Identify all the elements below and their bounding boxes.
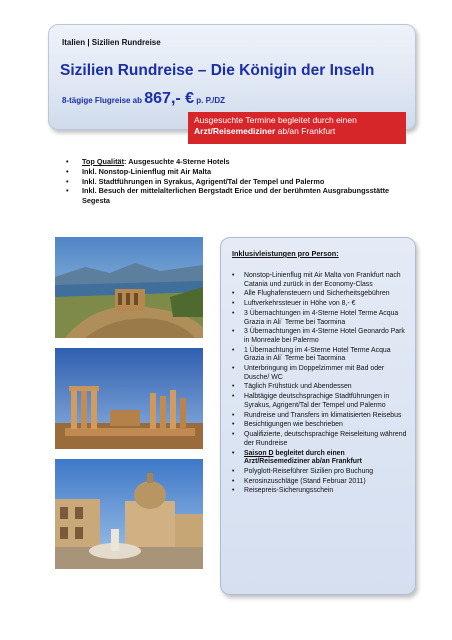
inclusions-list — [232, 272, 408, 497]
inclusion-text: Nonstop-Linienflug mit Air Malta von Frankfurt nach Catania und zurück in der Economy-Class — [244, 272, 401, 288]
bullet: • — [232, 393, 235, 401]
list-item — [232, 450, 408, 467]
list-item — [232, 468, 408, 477]
bullet: • — [232, 383, 235, 391]
list-item — [232, 478, 408, 487]
list-item — [66, 167, 396, 177]
highlights-list — [66, 157, 396, 206]
banner-line-1: Ausgesuchte Termine begleitet durch einen — [194, 115, 357, 125]
highlight-underlined: Top Qualität — [82, 157, 125, 166]
inclusion-text: 3 Übernachtungen im 4-Sterne Hotel Geonardo Park in Monreale bei Palermo — [244, 328, 405, 344]
bullet: • — [232, 487, 235, 495]
inclusion-text: Halbtägige deutschsprachige Stadtführungen in Syrakus, Agrigent/Tal der Tempel und Palermo — [244, 393, 390, 409]
list-item — [232, 383, 408, 392]
ancient-theatre-photo — [55, 237, 203, 338]
price-suffix: p. P./DZ — [194, 96, 226, 105]
list-item — [66, 157, 396, 167]
inclusion-text: Besichtigungen wie beschrieben — [244, 421, 343, 429]
bullet: • — [232, 477, 235, 485]
doctor-escort-banner — [188, 112, 406, 144]
bullet: • — [232, 449, 235, 457]
list-item — [232, 487, 408, 496]
bullet: • — [66, 157, 69, 166]
season-label: Saison D — [244, 449, 274, 457]
inclusion-text: Unterbringung im Doppelzimmer mit Bad oder Dusche/ WC — [244, 365, 385, 381]
list-item — [232, 421, 408, 430]
list-item — [232, 365, 408, 382]
bullet: • — [232, 309, 235, 317]
list-item — [232, 347, 408, 364]
list-item — [232, 290, 408, 299]
list-item — [232, 300, 408, 309]
price-prefix: 8-tägige Flugreise ab — [62, 96, 145, 105]
inclusions-title: Inklusivleistungen pro Person: — [232, 249, 339, 258]
inclusion-text: Reisepreis-Sicherungsschein — [244, 487, 334, 495]
inclusion-text: 3 Übernachtungen im 4-Sterne Hotel Terme Acqua Grazia in Ali´ Terme bei Taormina — [244, 309, 399, 326]
inclusion-text: Rundreise und Transfers im klimatisierten Reisebus — [244, 411, 402, 419]
bullet: • — [232, 272, 235, 279]
list-item — [232, 272, 408, 289]
list-item — [66, 186, 396, 205]
page-title: Sizilien Rundreise – Die Königin der Inseln — [60, 62, 375, 79]
bullet: • — [232, 328, 235, 336]
breadcrumb: Italien | Sizilien Rundreise — [62, 38, 161, 47]
bullet: • — [232, 421, 235, 429]
bullet: • — [66, 186, 69, 196]
inclusion-text: Luftverkehrssteuer in Höhe von 8,- € — [244, 300, 356, 308]
list-item — [232, 431, 408, 448]
bullet: • — [232, 290, 235, 298]
bullet: • — [232, 365, 235, 373]
highlight-text: Inkl. Stadtführungen in Syrakus, Agrigent/Tal der Tempel und Palermo — [82, 176, 325, 186]
baroque-church-photo — [55, 459, 203, 569]
banner-line-2 — [194, 126, 400, 137]
bullet: • — [232, 346, 235, 354]
bullet: • — [232, 431, 235, 439]
inclusion-text: begleitet durch einen Arzt/Reisemediziner ab/an Frankfurt — [244, 449, 362, 466]
inclusion-text: Polyglott-Reiseführer Sizilien pro Buchung — [244, 467, 374, 475]
price-value: 867,- € — [144, 90, 195, 107]
inclusion-text: Alle Flughafensteuern und Sicherheitsgebühren — [244, 290, 390, 298]
inclusion-text: Täglich Frühstück und Abendessen — [244, 383, 352, 391]
highlight-text: Inkl. Nonstop-Linienflug mit Air Malta — [82, 166, 212, 176]
banner-bold-text: Arzt/Reisemediziner — [194, 126, 276, 136]
inclusion-text: Kerosinzuschläge (Stand Februar 2011) — [244, 477, 366, 485]
inclusion-text: 1 Übernachtung im 4-Sterne Hotel Terme Acqua Grazia in Ali´ Terme bei Taormina — [244, 346, 391, 363]
bullet: • — [232, 467, 235, 475]
bullet: • — [232, 300, 235, 308]
highlight-text: : Ausgesuchte 4-Sterne Hotels — [124, 157, 230, 166]
list-item — [66, 177, 396, 187]
bullet: • — [66, 176, 69, 186]
bullet: • — [66, 166, 69, 176]
bullet: • — [232, 411, 235, 419]
list-item — [232, 412, 408, 421]
price-line — [62, 90, 225, 108]
highlight-text: Inkl. Besuch der mittelalterlichen Bergstadt Erice und der berühmten Ausgrabungsstätte Segesta — [82, 186, 390, 205]
list-item — [232, 328, 408, 345]
list-item — [232, 393, 408, 410]
inclusion-text: Qualifizierte, deutschsprachige Reiseleitung während der Rundreise — [244, 431, 407, 447]
banner-rest-text: ab/an Frankfurt — [275, 126, 336, 136]
list-item — [232, 310, 408, 327]
temple-ruins-photo — [55, 348, 203, 449]
